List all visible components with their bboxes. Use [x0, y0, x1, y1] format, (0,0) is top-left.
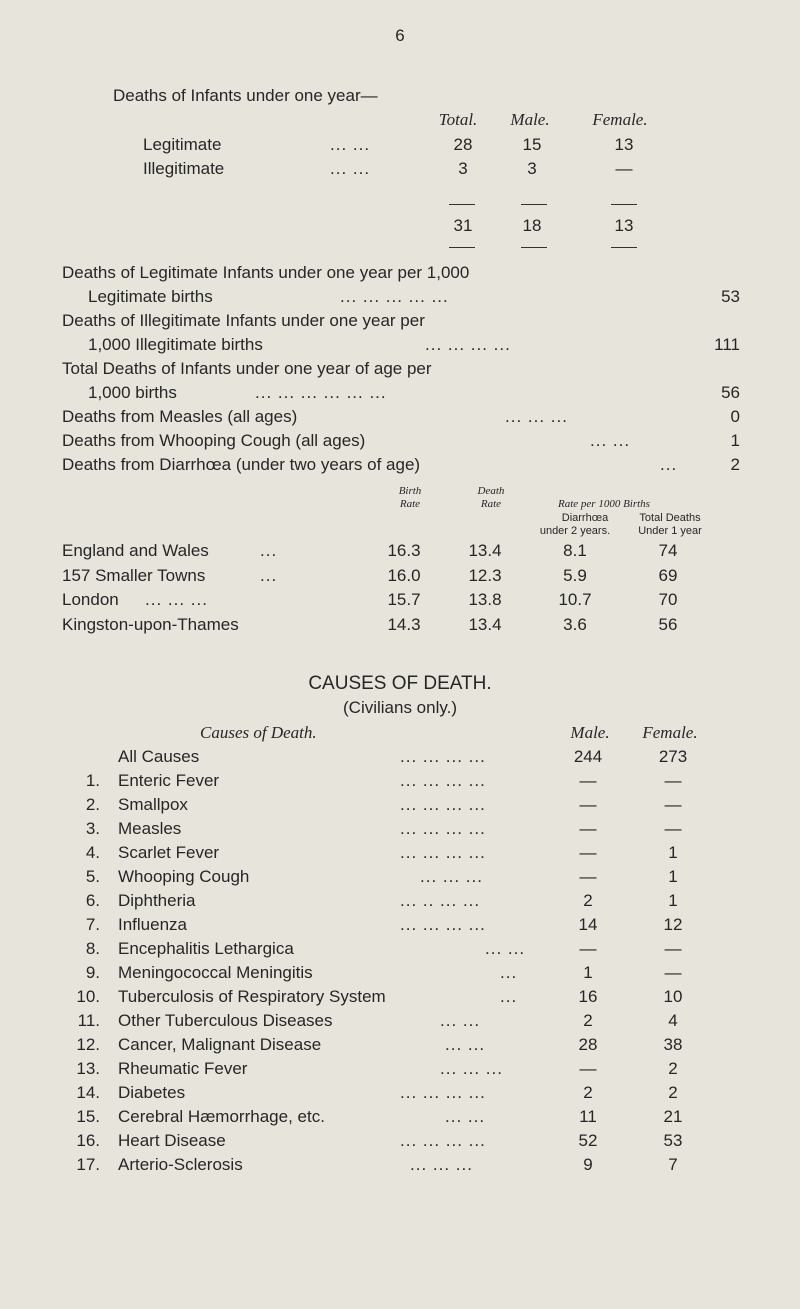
cause-label: Diabetes — [118, 1083, 186, 1102]
place-label: England and Wales — [62, 541, 209, 560]
leader-dots: ... ... — [330, 135, 371, 154]
leader-dots: ... ... ... ... — [400, 843, 486, 862]
female-value: 4 — [668, 1011, 678, 1030]
death-value: 12.3 — [468, 566, 502, 585]
leader-dots: ... ... ... ... — [400, 1131, 486, 1150]
leader-dots: ... ... ... ... — [425, 335, 511, 354]
female-value: 2 — [668, 1059, 678, 1078]
rule — [611, 247, 637, 248]
female-value: 21 — [663, 1107, 683, 1126]
male-value: 2 — [583, 1011, 593, 1030]
male-value: 14 — [578, 915, 598, 934]
header-rate-per: Rate per 1000 Births — [558, 498, 650, 510]
rate-line: Deaths of Illegitimate Infants under one year per — [62, 311, 425, 330]
col-total-header: Total. — [438, 110, 478, 129]
rule — [449, 204, 475, 205]
female-value: 1 — [668, 867, 678, 886]
female-value: 10 — [663, 987, 683, 1006]
cause-number: 2. — [85, 795, 100, 814]
cause-label: Heart Disease — [118, 1131, 226, 1150]
female-value: 13 — [614, 216, 634, 235]
male-value: 18 — [522, 216, 542, 235]
total-value: 31 — [453, 216, 473, 235]
header-total-deaths: Total Deaths — [639, 512, 701, 524]
col-male-header: Male. — [510, 110, 550, 129]
cause-label: All Causes — [118, 747, 200, 766]
leader-dots: ... ... — [330, 159, 371, 178]
col-cause-header: Causes of Death. — [200, 723, 317, 742]
rate-line: Legitimate births — [88, 287, 213, 306]
female-value: 53 — [663, 1131, 683, 1150]
cause-label: Encephalitis Lethargica — [118, 939, 294, 958]
cause-number: 11. — [77, 1011, 100, 1030]
deaths-label: Deaths from Diarrhœa (under two years of age) — [62, 455, 421, 474]
causes-subtitle: (Civilians only.) — [343, 698, 457, 717]
rule — [611, 204, 637, 205]
deaths-value: 1 — [730, 431, 740, 450]
leader-dots: ... ... ... ... — [400, 1083, 486, 1102]
rule — [521, 204, 547, 205]
birth-value: 15.7 — [387, 590, 421, 609]
leader-dots: ... ... ... ... ... ... — [255, 383, 387, 402]
male-value: — — [579, 795, 597, 814]
rate-line: Deaths of Legitimate Infants under one year per 1,000 — [62, 263, 470, 282]
diarrhoea-value: 8.1 — [563, 541, 587, 560]
rate-value: 111 — [714, 335, 740, 354]
male-value: 2 — [583, 1083, 593, 1102]
male-value: — — [579, 939, 597, 958]
rule — [521, 247, 547, 248]
col-female-header: Female. — [592, 110, 648, 129]
female-value: 1 — [668, 891, 678, 910]
place-label: Kingston-upon-Thames — [62, 615, 239, 634]
leader-dots: ... — [500, 963, 518, 982]
male-value: — — [579, 771, 597, 790]
death-value: 13.4 — [468, 541, 502, 560]
female-value: 38 — [663, 1035, 683, 1054]
male-value: 16 — [578, 987, 598, 1006]
col-female-header: Female. — [642, 723, 698, 742]
cause-number: 15. — [76, 1107, 100, 1126]
cause-number: 17. — [76, 1155, 100, 1174]
total-value: 70 — [658, 590, 678, 609]
male-value: 1 — [583, 963, 593, 982]
male-value: 244 — [573, 747, 603, 766]
rate-line: 1,000 Illegitimate births — [88, 335, 263, 354]
leader-dots: ... — [660, 455, 678, 474]
female-value: 273 — [658, 747, 688, 766]
leader-dots: ... ... — [485, 939, 526, 958]
cause-number: 1. — [85, 771, 100, 790]
diarrhoea-value: 5.9 — [563, 566, 587, 585]
cause-label: Enteric Fever — [118, 771, 220, 790]
cause-number: 7. — [85, 915, 100, 934]
leader-dots: ... ... ... ... — [400, 915, 486, 934]
female-value: 13 — [614, 135, 634, 154]
leader-dots: ... ... — [440, 1011, 481, 1030]
leader-dots: ... ... ... — [420, 867, 483, 886]
female-value: — — [664, 963, 682, 982]
causes-title: CAUSES OF DEATH. — [308, 673, 492, 694]
total-value: 56 — [658, 615, 678, 634]
cause-number: 12. — [76, 1035, 100, 1054]
rate-value: 53 — [721, 287, 740, 306]
female-value: 1 — [668, 843, 678, 862]
leader-dots: ... ... ... ... — [400, 795, 486, 814]
male-value: 15 — [522, 135, 542, 154]
deaths-value: 2 — [730, 455, 740, 474]
male-value: — — [579, 819, 597, 838]
leader-dots: ... ... ... — [410, 1155, 473, 1174]
death-value: 13.8 — [468, 590, 502, 609]
rate-value: 56 — [721, 383, 740, 402]
total-value: 3 — [458, 159, 468, 178]
birth-value: 16.0 — [387, 566, 421, 585]
header-total-deaths: Under 1 year — [638, 525, 702, 537]
header-birth-rate: Birth — [398, 485, 422, 497]
male-value: 2 — [583, 891, 593, 910]
place-label: 157 Smaller Towns — [62, 566, 206, 585]
deaths-label: Deaths from Measles (all ages) — [62, 407, 298, 426]
birth-value: 16.3 — [387, 541, 421, 560]
leader-dots: ... ... ... ... — [400, 819, 486, 838]
row-label: Legitimate — [143, 135, 222, 154]
col-male-header: Male. — [570, 723, 610, 742]
female-value: — — [664, 819, 682, 838]
cause-label: Diphtheria — [118, 891, 196, 910]
leader-dots: ... .. ... ... — [400, 891, 481, 910]
cause-label: Arterio-Sclerosis — [118, 1155, 243, 1174]
cause-label: Cancer, Malignant Disease — [118, 1035, 322, 1054]
cause-number: 3. — [85, 819, 100, 838]
female-value: — — [664, 795, 682, 814]
cause-number: 5. — [85, 867, 100, 886]
page-number: 6 — [395, 26, 405, 45]
header-birth-rate: Rate — [399, 498, 421, 510]
header-death-rate: Death — [477, 485, 505, 497]
deaths-label: Deaths from Whooping Cough (all ages) — [62, 431, 366, 450]
rule — [449, 247, 475, 248]
cause-number: 16. — [76, 1131, 100, 1150]
cause-number: 6. — [85, 891, 100, 910]
female-value: — — [615, 159, 633, 178]
leader-dots: ... — [500, 987, 518, 1006]
cause-label: Whooping Cough — [118, 867, 250, 886]
rate-line: 1,000 births — [88, 383, 177, 402]
female-value: — — [664, 771, 682, 790]
leader-dots: ... ... — [445, 1035, 486, 1054]
total-value: 74 — [658, 541, 678, 560]
infant-deaths-heading: Deaths of Infants under one year— — [113, 86, 378, 105]
cause-number: 10. — [76, 987, 100, 1006]
cause-number: 8. — [85, 939, 100, 958]
cause-number: 13. — [76, 1059, 100, 1078]
female-value: 2 — [668, 1083, 678, 1102]
male-value: — — [579, 843, 597, 862]
leader-dots: ... ... ... ... — [400, 747, 486, 766]
leader-dots: ... ... ... — [145, 590, 208, 609]
leader-dots: ... ... ... — [505, 407, 568, 426]
cause-label: Tuberculosis of Respiratory System — [118, 987, 386, 1006]
cause-label: Smallpox — [118, 795, 188, 814]
leader-dots: ... ... — [590, 431, 631, 450]
leader-dots: ... ... ... ... — [400, 771, 486, 790]
diarrhoea-value: 10.7 — [558, 590, 592, 609]
total-value: 28 — [453, 135, 473, 154]
leader-dots: ... — [260, 566, 278, 585]
male-value: — — [579, 867, 597, 886]
cause-label: Influenza — [118, 915, 187, 934]
total-value: 69 — [658, 566, 678, 585]
header-diarrhoea: under 2 years. — [539, 525, 611, 537]
cause-label: Scarlet Fever — [118, 843, 220, 862]
deaths-value: 0 — [730, 407, 740, 426]
male-value: 9 — [583, 1155, 593, 1174]
leader-dots: ... ... ... ... ... — [340, 287, 449, 306]
male-value: 11 — [579, 1107, 597, 1126]
row-label: Illegitimate — [143, 159, 225, 178]
death-value: 13.4 — [468, 615, 502, 634]
cause-label: Measles — [118, 819, 182, 838]
male-value: 52 — [578, 1131, 598, 1150]
male-value: 28 — [578, 1035, 598, 1054]
female-value: 7 — [668, 1155, 678, 1174]
cause-label: Cerebral Hæmorrhage, etc. — [118, 1107, 325, 1126]
leader-dots: ... — [260, 541, 278, 560]
female-value: 12 — [663, 915, 683, 934]
male-value: — — [579, 1059, 597, 1078]
header-death-rate: Rate — [480, 498, 502, 510]
female-value: — — [664, 939, 682, 958]
male-value: 3 — [527, 159, 537, 178]
cause-label: Rheumatic Fever — [118, 1059, 248, 1078]
cause-number: 9. — [85, 963, 100, 982]
rate-line: Total Deaths of Infants under one year of age per — [62, 359, 432, 378]
birth-value: 14.3 — [387, 615, 421, 634]
diarrhoea-value: 3.6 — [563, 615, 587, 634]
header-diarrhoea: Diarrhœa — [561, 512, 609, 524]
place-label: London — [62, 590, 119, 609]
leader-dots: ... ... ... — [440, 1059, 503, 1078]
cause-label: Meningococcal Meningitis — [118, 963, 313, 982]
cause-number: 14. — [76, 1083, 100, 1102]
cause-number: 4. — [85, 843, 100, 862]
cause-label: Other Tuberculous Diseases — [118, 1011, 333, 1030]
leader-dots: ... ... — [445, 1107, 486, 1126]
